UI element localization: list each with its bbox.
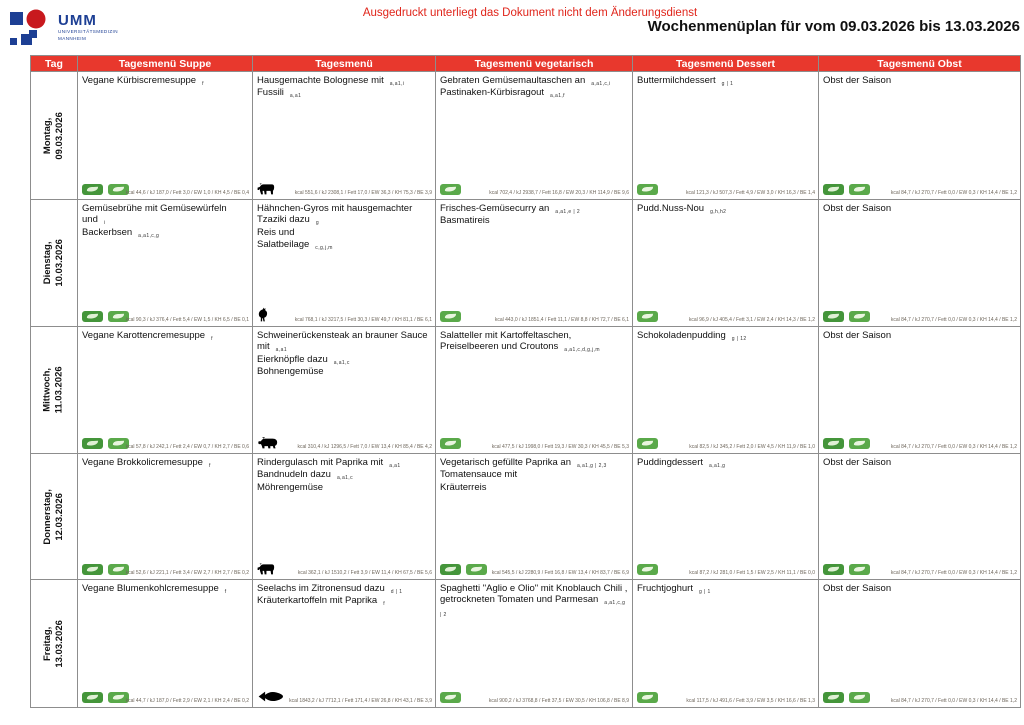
- menu-item-text: Buttermilchdessert: [637, 75, 716, 86]
- allergen-codes: a,a1,c: [336, 475, 353, 482]
- page-header: [0, 0, 1024, 55]
- menu-item: [823, 203, 1016, 214]
- nutrition-info: kcal 57,8 / kJ 242,1 / Fett 2,4 / EW 0,7 / KH 2,7 / BE 0,6: [125, 443, 249, 450]
- allergen-codes: d | 1: [390, 589, 403, 595]
- menu-cell-r5-c3: [436, 580, 633, 708]
- menu-item-text: Kräuterreis: [440, 481, 487, 493]
- menu-item: [82, 330, 248, 341]
- menu-item-text: Tomatensauce mit: [440, 469, 518, 481]
- menu-item-text: Pastinaken-Kürbisragout: [440, 87, 545, 99]
- day-date: 13.03.2026: [54, 619, 66, 668]
- menu-item: [82, 203, 248, 226]
- cell-icons: [637, 438, 658, 449]
- menu-item-text: Gemüsebrühe mit Gemüsewürfeln und: [82, 203, 227, 226]
- allergen-codes: c,g,j,m: [315, 245, 333, 252]
- allergen-codes: a,a1,c,i: [591, 81, 611, 87]
- menu-items: [633, 454, 818, 468]
- menu-item-text: Kräuterkartoffeln mit Paprika: [257, 595, 378, 607]
- allergen-codes: f: [224, 589, 227, 595]
- menu-items: [253, 200, 435, 251]
- menu-item: [823, 583, 1016, 594]
- menu-cell-r2-c1: [78, 200, 253, 327]
- cell-icons: [823, 692, 870, 703]
- menu-item: [257, 482, 431, 493]
- menu-items: [78, 200, 252, 238]
- menu-item-text: Backerbsen: [82, 226, 133, 238]
- menu-item: [440, 215, 628, 226]
- menu-cell-r1-c4: [633, 72, 819, 200]
- nutrition-info: kcal 84,7 / kJ 270,7 / Fett 0,0 / EW 0,3 / KH 14,4 / BE 1,2: [890, 697, 1017, 704]
- menu-item-text: Pudd.Nuss-Nou: [637, 203, 705, 214]
- cell-icons: [637, 564, 658, 575]
- menu-items: [78, 454, 252, 468]
- nutrition-info: kcal 310,4 / kJ 1296,5 / Fett 7,0 / EW 13,4 / KH 85,4 / BE 4,2: [297, 443, 432, 450]
- column-header-tagesmen-suppe: Tagesmenü Suppe: [78, 56, 253, 72]
- allergen-codes: g | 12: [731, 336, 747, 342]
- day-cell-mittwoch: [31, 327, 78, 454]
- menu-item: [637, 330, 814, 341]
- day-date: 09.03.2026: [54, 111, 66, 160]
- day-name: Donnerstag,: [42, 488, 54, 545]
- menu-item: [257, 87, 431, 98]
- menu-items: [78, 580, 252, 594]
- fish-icon: [257, 690, 285, 703]
- menu-item-text: Eierknöpfle dazu: [257, 353, 328, 365]
- nutrition-info: kcal 44,7 / kJ 187,0 / Fett 2,9 / EW 2,1 / KH 2,4 / BE 0,2: [125, 697, 249, 704]
- menu-item: [637, 203, 814, 214]
- vegan-badge: [823, 564, 844, 575]
- menu-cell-r4-c2: [253, 454, 436, 580]
- day-date: 12.03.2026: [54, 492, 65, 541]
- menu-cell-r1-c2: [253, 72, 436, 200]
- menu-item-text: Basmatireis: [440, 215, 490, 227]
- nutrition-info: kcal 87,2 / kJ 281,0 / Fett 1,5 / EW 2,5 / KH 11,1 / BE 0,0: [689, 569, 815, 576]
- menu-cell-r5-c5: [819, 580, 1021, 708]
- menu-item: [257, 203, 431, 226]
- nutrition-info: kcal 90,3 / kJ 376,4 / Fett 5,4 / EW 1,5 / KH 6,5 / BE 0,1: [125, 316, 249, 323]
- menu-item-text: Salatteller mit Kartoffeltaschen, Preiselbeeren und Croutons: [440, 330, 572, 353]
- logo-subtitle-line1: UNIVERSITÄTSMEDIZIN: [58, 29, 118, 34]
- nutrition-info: kcal 84,7 / kJ 270,7 / Fett 0,0 / EW 0,3 / KH 14,4 / BE 1,2: [890, 569, 1017, 576]
- menu-cell-r3-c1: [78, 327, 253, 454]
- cow-icon: [257, 562, 277, 575]
- menu-item-text: Bohnengemüse: [257, 366, 324, 378]
- menu-item-text: Fussili: [257, 87, 284, 99]
- menu-item-text: Hähnchen-Gyros mit hausgemachter Tzaziki dazu: [257, 203, 413, 226]
- menu-item: [440, 583, 628, 617]
- menu-item-text: Rindergulasch mit Paprika mit: [257, 457, 384, 468]
- nutrition-info: kcal 362,1 / kJ 1510,2 / Fett 3,9 / EW 11,4 / KH 67,5 / BE 5,6: [297, 569, 432, 576]
- cell-icons: [637, 184, 658, 195]
- allergen-codes: a,a1,i: [389, 81, 405, 87]
- allergen-codes: a,a1,f: [550, 93, 565, 100]
- menu-items: [253, 454, 435, 493]
- vegan-badge: [823, 438, 844, 449]
- vegetarian-badge: [637, 184, 658, 195]
- menu-item-text: Hausgemachte Bolognese mit: [257, 75, 384, 86]
- menu-item-text: Reis und: [257, 226, 295, 238]
- menu-item: [637, 583, 814, 594]
- menu-item-text: Obst der Saison: [823, 203, 892, 214]
- column-header-tagesmen: Tagesmenü: [253, 56, 436, 72]
- allergen-codes: a,a1: [275, 347, 288, 354]
- column-header-tagesmen-obst: Tagesmenü Obst: [819, 56, 1021, 72]
- day-label: [42, 366, 66, 413]
- allergen-codes: f: [208, 463, 211, 469]
- menu-item-text: Bandnudeln dazu: [257, 469, 331, 481]
- allergen-codes: a,a1,c,g | 2: [440, 600, 626, 618]
- menu-item: [82, 457, 248, 468]
- menu-item: [82, 583, 248, 594]
- menu-cell-r4-c5: [819, 454, 1021, 580]
- menu-item-text: Obst der Saison: [823, 330, 892, 341]
- day-label: [42, 489, 66, 544]
- menu-items: [436, 580, 632, 617]
- nutrition-info: kcal 551,6 / kJ 2308,1 / Fett 17,0 / EW 36,3 / KH 75,3 / BE 3,9: [294, 189, 432, 196]
- vegan-badge: [440, 564, 461, 575]
- allergen-codes: a,a1,c: [333, 359, 350, 366]
- cell-icons: [823, 564, 870, 575]
- menu-cell-r2-c3: [436, 200, 633, 327]
- menu-item-text: Gebraten Gemüsemaultaschen an: [440, 75, 586, 86]
- vegetarian-badge: [637, 311, 658, 322]
- day-cell-freitag: [31, 580, 78, 708]
- menu-cell-r1-c5: [819, 72, 1021, 200]
- vegan-badge: [823, 692, 844, 703]
- menu-items: [819, 327, 1020, 341]
- menu-items: [819, 72, 1020, 86]
- cow-icon: [257, 182, 277, 195]
- day-label: [42, 239, 66, 287]
- allergen-codes: i: [103, 220, 106, 227]
- cell-icons: [440, 692, 461, 703]
- menu-cell-r1-c1: [78, 72, 253, 200]
- cell-icons: [257, 307, 270, 322]
- menu-item-text: Frisches-Gemüsecurry an: [440, 203, 550, 214]
- menu-item: [440, 87, 628, 98]
- menu-item: [257, 75, 431, 86]
- menu-items: [253, 72, 435, 99]
- menu-item: [823, 457, 1016, 468]
- menu-cell-r4-c3: [436, 454, 633, 580]
- day-cell-donnerstag: [31, 454, 78, 580]
- menu-item-text: Obst der Saison: [823, 583, 892, 594]
- menu-items: [253, 327, 435, 378]
- menu-items: [819, 454, 1020, 468]
- menu-item-text: Obst der Saison: [823, 75, 892, 86]
- menu-item-text: Spaghetti "Aglio e Olio" mit Knoblauch Chili , getrockneten Tomaten und Parmesan: [440, 583, 628, 606]
- day-cell-dienstag: [31, 200, 78, 327]
- menu-item: [257, 457, 431, 468]
- allergen-codes: f: [202, 81, 204, 87]
- menu-cell-r3-c2: [253, 327, 436, 454]
- menu-item-text: Vegetarisch gefüllte Paprika an: [440, 457, 571, 468]
- menu-item-text: Möhrengemüse: [257, 481, 324, 493]
- nutrition-info: kcal 84,7 / kJ 270,7 / Fett 0,0 / EW 0,3 / KH 14,4 / BE 1,2: [890, 316, 1017, 323]
- allergen-codes: f: [383, 601, 386, 608]
- vegetarian-badge: [440, 438, 461, 449]
- nutrition-info: kcal 702,4 / kJ 2938,7 / Fett 16,8 / EW 20,3 / KH 114,9 / BE 9,6: [489, 189, 629, 196]
- day-date: 11.03.2026: [54, 366, 65, 414]
- menu-item: [440, 482, 628, 493]
- vegan-badge: [823, 311, 844, 322]
- menu-item-text: Salatbeilage: [257, 239, 310, 251]
- vegetarian-badge: [440, 311, 461, 322]
- day-cell-montag: [31, 72, 78, 200]
- menu-item-text: Vegane Blumenkohlcremesuppe: [82, 583, 219, 594]
- cell-icons: [440, 438, 461, 449]
- cell-icons: [257, 690, 285, 703]
- menu-item-text: Vegane Brokkolicremesuppe: [82, 457, 203, 468]
- menu-item: [637, 75, 814, 86]
- page-title: Wochenmenüplan für vom 09.03.2026 bis 13.03.2026: [647, 18, 1020, 35]
- rooster-icon: [257, 307, 270, 322]
- menu-item: [257, 366, 431, 377]
- menu-item-text: Schokoladenpudding: [637, 330, 726, 341]
- menu-item-text: Schweinerückensteak an brauner Sauce mit: [257, 330, 428, 353]
- cell-icons: [637, 311, 658, 322]
- menu-cell-r4-c1: [78, 454, 253, 580]
- allergen-codes: g | 1: [721, 81, 734, 87]
- menu-items: [436, 327, 632, 353]
- column-header-tag: Tag: [31, 56, 78, 72]
- allergen-codes: a,a1,e | 2: [555, 209, 581, 215]
- nutrition-info: kcal 900,2 / kJ 3768,8 / Fett 37,5 / EW 30,5 / KH 106,8 / BE 8,9: [488, 697, 629, 704]
- allergen-codes: a,a1,g: [709, 463, 726, 469]
- menu-cell-r3-c4: [633, 327, 819, 454]
- menu-items: [78, 327, 252, 341]
- day-label: [42, 112, 66, 160]
- menu-item: [82, 75, 248, 86]
- day-name: Freitag,: [42, 626, 54, 661]
- vegetarian-badge: [440, 184, 461, 195]
- nutrition-info: kcal 84,7 / kJ 270,7 / Fett 0,0 / EW 0,3 / KH 14,4 / BE 1,2: [890, 443, 1017, 450]
- menu-items: [633, 327, 818, 341]
- allergen-codes: g: [315, 220, 319, 227]
- menu-items: [78, 72, 252, 86]
- nutrition-info: kcal 52,6 / kJ 221,1 / Fett 3,4 / EW 2,7 / KH 2,7 / BE 0,2: [125, 569, 249, 576]
- menu-items: [819, 200, 1020, 214]
- menu-items: [436, 454, 632, 493]
- no-change-service-notice: Ausgedruckt unterliegt das Dokument nicht dem Änderungsdienst: [362, 7, 698, 19]
- menu-item: [440, 330, 628, 353]
- menu-item: [823, 75, 1016, 86]
- weekly-menu-table: [30, 55, 1021, 708]
- nutrition-info: kcal 1843,2 / kJ 7712,1 / Fett 171,4 / EW 26,8 / KH 43,1 / BE 3,9: [289, 697, 432, 704]
- nutrition-info: kcal 443,0 / kJ 1851,4 / Fett 11,1 / EW 8,8 / KH 72,7 / BE 6,1: [494, 316, 629, 323]
- menu-item: [637, 457, 814, 468]
- cell-icons: [440, 184, 461, 195]
- column-header-tagesmen-vegetarisch: Tagesmenü vegetarisch: [436, 56, 633, 72]
- menu-cell-r4-c4: [633, 454, 819, 580]
- menu-item: [257, 330, 431, 353]
- nutrition-info: kcal 96,9 / kJ 405,4 / Fett 3,1 / EW 2,4 / KH 14,3 / BE 1,2: [688, 316, 815, 323]
- menu-item: [440, 203, 628, 214]
- cell-icons: [257, 436, 279, 449]
- day-date: 10.03.2026: [54, 239, 66, 287]
- menu-items: [253, 580, 435, 607]
- vegan-badge: [823, 184, 844, 195]
- menu-cell-r5-c2: [253, 580, 436, 708]
- cell-icons: [823, 438, 870, 449]
- nutrition-info: kcal 545,5 / kJ 2280,9 / Fett 16,8 / EW 13,4 / KH 83,7 / BE 6,9: [491, 569, 629, 576]
- menu-item: [257, 583, 431, 594]
- menu-item: [82, 227, 248, 238]
- menu-item: [257, 469, 431, 480]
- menu-item-text: Obst der Saison: [823, 457, 892, 468]
- menu-cell-r2-c4: [633, 200, 819, 327]
- vegetarian-badge: [637, 438, 658, 449]
- menu-items: [436, 72, 632, 99]
- day-name: Montag,: [42, 117, 54, 154]
- allergen-codes: g,h,h2: [710, 209, 727, 215]
- menu-item-text: Seelachs im Zitronensud dazu: [257, 583, 385, 594]
- menu-item: [440, 469, 628, 480]
- cell-icons: [823, 311, 870, 322]
- nutrition-info: kcal 121,3 / kJ 507,3 / Fett 4,9 / EW 3,0 / KH 16,3 / BE 1,4: [686, 189, 815, 196]
- allergen-codes: f: [211, 336, 213, 342]
- menu-cell-r1-c3: [436, 72, 633, 200]
- cell-icons: [637, 692, 658, 703]
- nutrition-info: kcal 768,1 / kJ 3217,5 / Fett 30,3 / EW 49,7 / KH 81,1 / BE 6,1: [294, 316, 432, 323]
- vegetarian-badge: [440, 692, 461, 703]
- nutrition-info: kcal 84,7 / kJ 270,7 / Fett 0,0 / EW 0,3 / KH 14,4 / BE 1,2: [890, 189, 1017, 196]
- menu-items: [633, 72, 818, 86]
- allergen-codes: a,a1,c,g: [138, 232, 160, 239]
- day-label: [42, 620, 66, 668]
- menu-item: [440, 75, 628, 86]
- cell-icons: [823, 184, 870, 195]
- menu-item: [257, 595, 431, 606]
- day-name: Mittwoch,: [42, 368, 54, 412]
- menu-cell-r3-c3: [436, 327, 633, 454]
- menu-items: [819, 580, 1020, 594]
- vegetarian-badge: [637, 564, 658, 575]
- menu-cell-r2-c5: [819, 200, 1021, 327]
- menu-item-text: Vegane Karottencremesuppe: [82, 330, 206, 341]
- nutrition-info: kcal 477,5 / kJ 1998,0 / Fett 19,3 / EW 30,3 / KH 45,5 / BE 5,3: [491, 443, 629, 450]
- menu-cell-r5-c4: [633, 580, 819, 708]
- menu-item: [823, 330, 1016, 341]
- allergen-codes: g | 1: [698, 589, 711, 595]
- menu-item: [440, 457, 628, 468]
- nutrition-info: kcal 82,5 / kJ 345,2 / Fett 2,0 / EW 4,5 / KH 11,9 / BE 1,0: [689, 443, 815, 450]
- cell-icons: [257, 182, 277, 195]
- logo-subtitle-line2: MANNHEIM: [58, 36, 87, 42]
- menu-item: [257, 354, 431, 365]
- menu-items: [633, 200, 818, 214]
- cell-icons: [440, 311, 461, 322]
- day-name: Dienstag,: [42, 241, 54, 285]
- allergen-codes: a,a1,g | 2,3: [576, 463, 607, 469]
- menu-cell-r5-c1: [78, 580, 253, 708]
- pig-icon: [257, 436, 279, 449]
- nutrition-info: kcal 44,6 / kJ 187,0 / Fett 3,0 / EW 1,0 / KH 4,5 / BE 0,4: [125, 189, 249, 196]
- menu-cell-r3-c5: [819, 327, 1021, 454]
- menu-item-text: Vegane Kürbiscremesuppe: [82, 75, 197, 86]
- menu-items: [633, 580, 818, 594]
- allergen-codes: a,a1: [389, 463, 401, 469]
- menu-item-text: Puddingdessert: [637, 457, 704, 468]
- cell-icons: [257, 562, 277, 575]
- allergen-codes: a,a1: [289, 93, 302, 100]
- vegetarian-badge: [637, 692, 658, 703]
- menu-items: [436, 200, 632, 227]
- menu-item-text: Fruchtjoghurt: [637, 583, 693, 594]
- menu-item: [257, 239, 431, 250]
- column-header-tagesmen-dessert: Tagesmenü Dessert: [633, 56, 819, 72]
- nutrition-info: kcal 117,5 / kJ 491,6 / Fett 3,9 / EW 3,5 / KH 16,6 / BE 1,3: [686, 697, 815, 704]
- logo-acronym: UMM: [58, 12, 97, 29]
- menu-item: [257, 227, 431, 238]
- menu-cell-r2-c2: [253, 200, 436, 327]
- allergen-codes: a,a1,c,d,g,j,m: [564, 347, 600, 354]
